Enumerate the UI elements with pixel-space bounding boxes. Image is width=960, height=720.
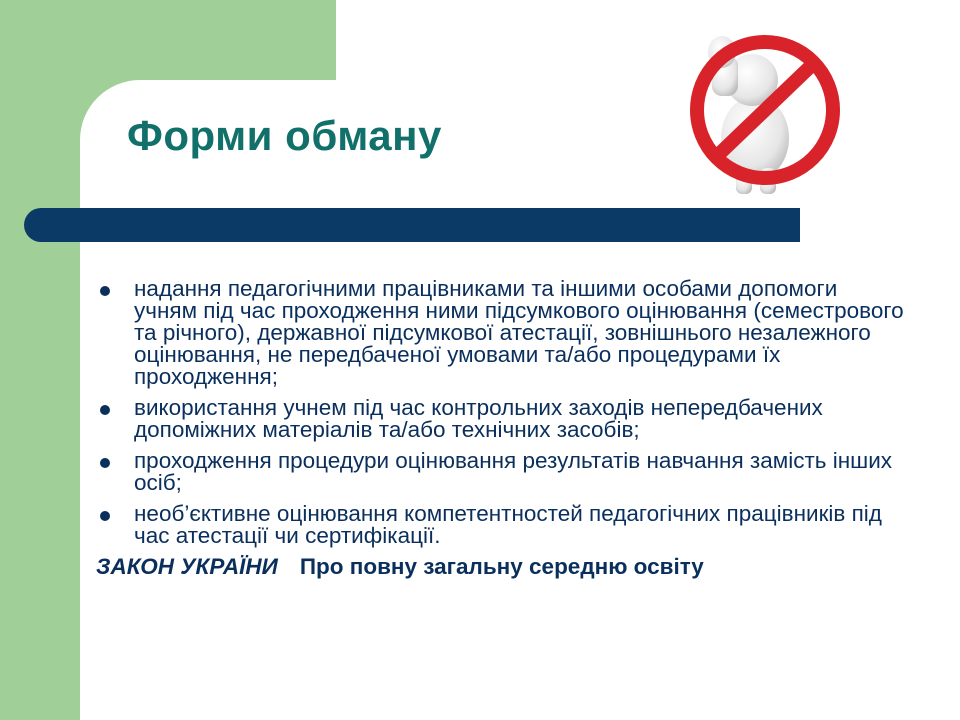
decorative-navy-bar — [24, 208, 800, 242]
list-item — [96, 278, 906, 388]
law-title: ЗАКОН УКРАЇНИ — [96, 554, 278, 579]
list-item — [96, 450, 906, 494]
list-item — [96, 397, 906, 441]
bullet-icon — [100, 286, 110, 296]
bullet-icon — [100, 458, 110, 468]
bullet-icon — [100, 511, 110, 521]
bullet-text: проходження процедури оцінювання результатів навчання замість інших осіб; — [134, 448, 893, 495]
law-name: Про повну загальну середню освіту — [299, 554, 704, 579]
slide-content — [96, 278, 906, 578]
bullet-icon — [100, 405, 110, 415]
stop-sign-figure-icon — [640, 18, 880, 200]
bullet-text: використання учнем під час контрольних заходів непередбачених допоміжних матеріалів та/або технічних засобів; — [134, 395, 823, 442]
slide-title: Форми обману — [127, 112, 442, 159]
bullet-text: необ’єктивне оцінювання компетентностей педагогічних працівників під час атестації чи сертифікації. — [134, 501, 882, 548]
bullet-list — [96, 278, 906, 547]
law-reference — [96, 556, 906, 578]
bullet-text: надання педагогічними працівниками та іншими особами допомоги учням під час проходження ними підсумкового оцінювання (семестрового та річного), державної підсумкової атестації, зовнішнього незалежного оцінювання, не передбаченої умовами та/або процедурами їх проходження; — [134, 276, 904, 389]
list-item — [96, 503, 906, 547]
